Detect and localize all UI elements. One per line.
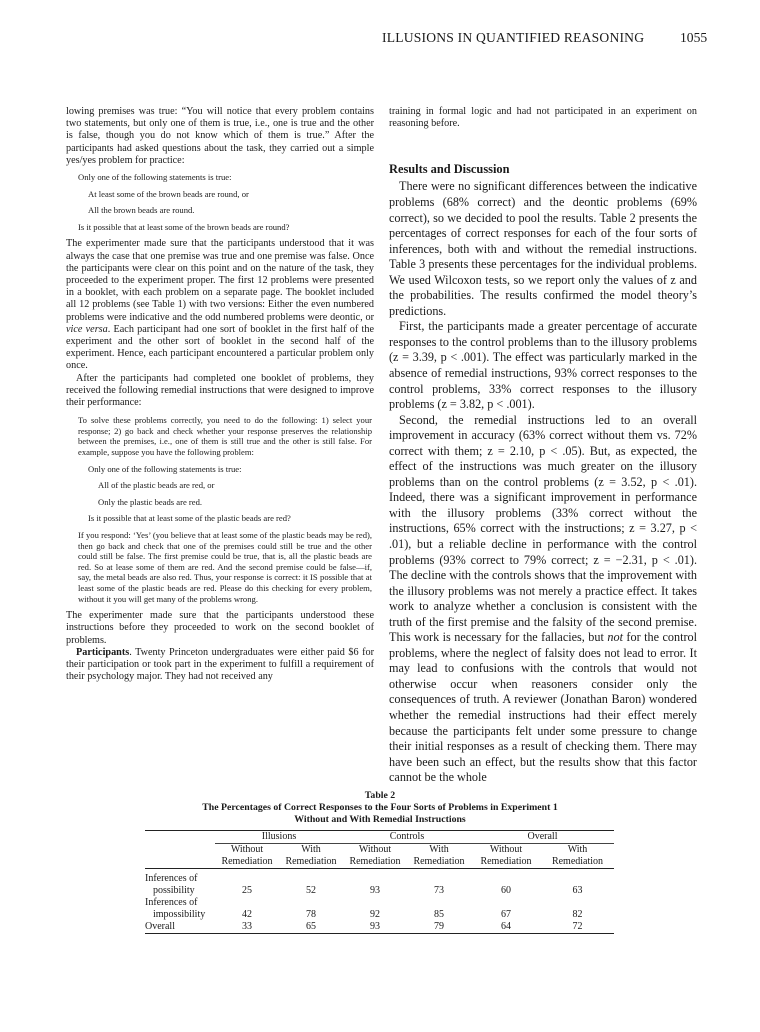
results-table <box>145 830 614 934</box>
table-cell: 52 <box>306 885 316 896</box>
column-header: Remediation <box>480 856 532 867</box>
paragraph: The experimenter made sure that the participants understood that it was always the case that one premise was true and one premise was false. Once the participants were clear on this point and on the nature of the task, they proceeded to the experiment proper. The first 12 problems were presented in a booklet, with each problem on a separate page. The booklet included all 12 problems (see Table 1) with two versions: Either the even numbered problems were indicative and the odd numbered problems were deontic, or vice versa. Each participant had one sort of booklet in the first half of the experiment and the other sort of booklet in the second half of the experiment. Hence, each participant encountered a particular problem only once. <box>66 238 374 372</box>
table-row <box>145 869 614 886</box>
paragraph: Second, the remedial instructions led to an overall improvement in accuracy (63% correct without them vs. 72% correct with them; z = 2.10, p < .05). But, as expected, the effect of the instructions was much greater on the illusory problems than on the control problems (z = 3.52, p < .01). Indeed, there was a significant improvement in performance with the illusory problems (33% correct without the instructions, 65% correct with the instructions; z = 3.27, p < .01), but a reliable decline in performance with the control problems (93% correct to 79% correct; z = −2.31, p < .01). The decline with the controls shows that the improvement with the illusory problems was not merely a practice effect. It takes work to analyze whether a conclusion is consistent with the truth of the first premise and the falsity of the second premise. This work is necessary for the fallacies, but not for the control problems, where the neglect of falsity does not lead to error. It may lead to confusions with the controls that would not otherwise occur when reasoners consider only the consequences of truth. A reviewer (Jonathan Baron) wondered whether the remedial instructions had their effect merely because the participants felt under some pressure to change their initial responses as a result of checking them. There may have been such an effect, but the results show that this factor cannot be the whole <box>389 412 698 785</box>
table-row <box>145 897 614 909</box>
column-header: Remediation <box>349 856 401 867</box>
column-header: Without <box>489 844 523 855</box>
column-header: Remediation <box>551 856 604 867</box>
table-cell: 85 <box>434 909 444 920</box>
row-label: possibility <box>153 885 195 896</box>
table-cell: 42 <box>242 909 252 920</box>
column-header: With <box>301 844 321 855</box>
table-cell: 25 <box>242 885 252 896</box>
table-cell: 73 <box>434 885 444 896</box>
column-group: Controls <box>343 831 471 844</box>
table-cell: 67 <box>501 909 511 920</box>
paragraph: Participants. Twenty Princeton undergraduates were either paid $6 for their participation or took part in the experiment to fulfill a requirement of their psychology major. They had not received any <box>66 646 374 683</box>
row-label: Inferences of <box>145 873 198 884</box>
example-line: Is it possible that at least some of the brown beads are round? <box>78 221 290 232</box>
instruction-text: To solve these problems correctly, you need to do the following: 1) select your response; 2) go back and check whether your response preserves the relationship between the premises, i.e., one of them is still true and the other is still false. For example, suppose you have the following problem: <box>78 415 372 458</box>
table-subheader <box>145 856 614 869</box>
table-cell: 64 <box>501 921 511 932</box>
table-group-header <box>145 831 614 844</box>
row-label: Inferences of <box>145 897 198 908</box>
table-cell: 33 <box>242 921 252 932</box>
table-cell: 78 <box>306 909 316 920</box>
example-line: Only one of the following statements is true: <box>88 463 242 474</box>
row-label: impossibility <box>153 909 206 920</box>
table-title: Without and With Remedial Instructions <box>294 814 466 825</box>
paragraph: First, the participants made a greater percentage of accurate responses to the control problems than to the illusory problems (z = 3.39, p < .001). The effect was particularly marked in the absence of remedial instructions, 93% correct responses to the control problems, 33% correct responses to the illusory problems (z = 3.82, p < .001). <box>389 319 697 412</box>
paragraph: There were no significant differences between the indicative problems (68% correct) and the deontic problems (69% correct), so we decided to pool the results. Table 2 presents the percentages of correct responses for each of the four sorts of inferences, both with and without the remedial instructions. Table 3 presents these percentages for the individual problems. We used Wilcoxon tests, so we report only the values of z and the probabilities. The results confirmed the model theory’s predictions. <box>389 179 697 318</box>
section-heading: Results and Discussion <box>389 162 510 177</box>
running-head-title: ILLUSIONS IN QUANTIFIED REASONING <box>382 30 645 45</box>
table-title: The Percentages of Correct Responses to the Four Sorts of Problems in Experiment 1 <box>202 802 558 813</box>
column-header: With <box>567 844 588 855</box>
example-line: Only one of the following statements is true: <box>78 172 232 183</box>
paragraph: lowing premises was true: “You will notice that every problem contains two statements, but only one of them is true, i.e., one is true and the other is false, though you do not know which of them is true.” After the participants had asked questions about the task, they carried out a simple yes/yes problem for practice: <box>66 106 374 166</box>
table-2 <box>0 790 760 932</box>
table-label: Table 2 <box>364 790 396 801</box>
table-cell: 82 <box>572 909 583 920</box>
table-cell: 93 <box>370 885 380 896</box>
table-cell: 72 <box>572 921 583 932</box>
table-cell: 79 <box>434 921 444 932</box>
column-group: Illusions <box>215 831 343 844</box>
example-line: Is it possible that at least some of the plastic beads are red? <box>88 513 291 524</box>
column-header: Remediation <box>413 856 465 867</box>
example-line: All the brown beads are round. <box>88 205 195 216</box>
table-row <box>145 921 614 934</box>
instruction-text: If you respond: ‘Yes’ (you believe that at least some of the plastic beads may be red), then go back and check that one of the premises could still be true and the other could still be false. The first premise could be true, that is, all the plastic beads are red. So at lease some of them are red. And the second premise could be false—if, say, the metal beads are also red. Thus, your response is correct: it IS possible that at least some of the plastic beads are red. Please do this checking for every problem, without it you will get many of the problems wrong. <box>78 529 372 604</box>
paragraph: The experimenter made sure that the participants understood these instructions before they proceeded to work on the second booklet of problems. <box>66 610 374 646</box>
right-column <box>389 106 697 786</box>
table-cell: 63 <box>572 885 583 896</box>
running-header <box>0 30 760 48</box>
example-line: Only the plastic beads are red. <box>98 496 203 507</box>
row-label: Overall <box>145 921 175 932</box>
paragraph: training in formal logic and had not participated in an experiment on reasoning before. <box>389 106 697 130</box>
table-row <box>145 885 614 897</box>
column-header: Without <box>358 844 392 855</box>
table-subheader <box>145 844 614 857</box>
example-line: At least some of the brown beads are round, or <box>88 188 249 199</box>
table-row <box>145 909 614 921</box>
table-cell: 92 <box>370 909 380 920</box>
column-header: With <box>429 844 449 855</box>
column-group: Overall <box>471 831 614 844</box>
participants-heading: Participants <box>76 646 130 658</box>
example-line: All of the plastic beads are red, or <box>98 480 215 491</box>
table-cell: 93 <box>370 921 380 932</box>
column-header: Without <box>230 844 264 855</box>
paragraph: After the participants had completed one booklet of problems, they received the following remedial instructions that were designed to improve their performance: <box>66 372 374 409</box>
table-cell: 65 <box>306 921 316 932</box>
column-header: Remediation <box>221 856 273 867</box>
column-header: Remediation <box>285 856 337 867</box>
table-cell: 60 <box>501 885 511 896</box>
page-number: 1055 <box>680 30 708 45</box>
left-column <box>66 106 374 683</box>
